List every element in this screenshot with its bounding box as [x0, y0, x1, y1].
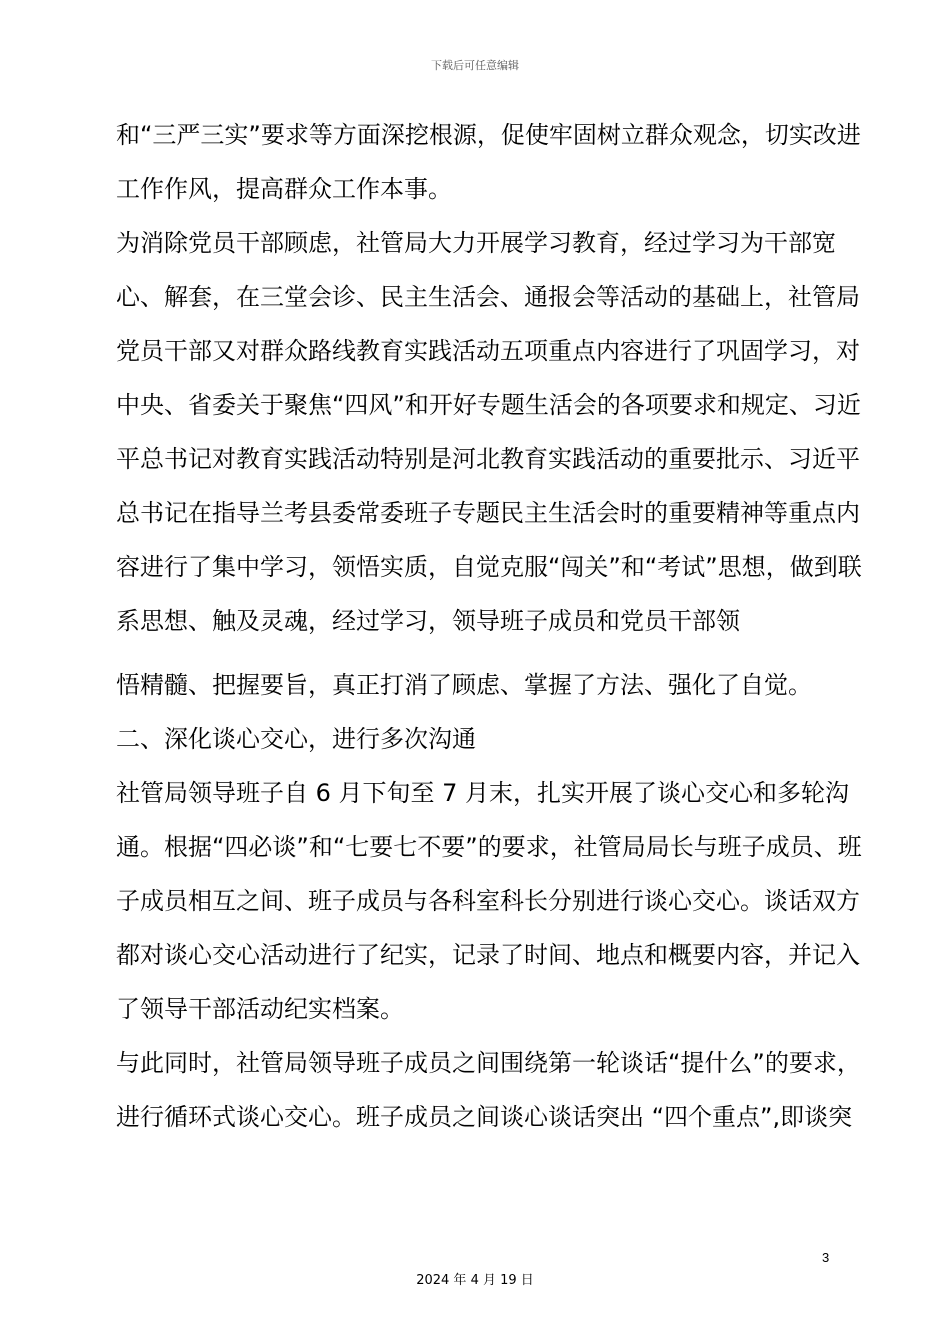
page-number: 3 [822, 1250, 830, 1265]
text-line: 中央、省委关于聚焦“四风”和开好专题生活会的各项要求和规定、习近 [116, 391, 861, 419]
text-line: 了领导干部活动纪实档案。 [116, 995, 404, 1023]
text-line: 悟精髓、把握要旨，真正打消了顾虑、掌握了方法、强化了自觉。 [116, 671, 812, 699]
text-line: 党员干部又对群众路线教育实践活动五项重点内容进行了巩固学习，对 [116, 337, 860, 365]
text-line: 和“三严三实”要求等方面深挖根源，促使牢固树立群众观念，切实改进 [116, 121, 861, 149]
text-line: 总书记在指导兰考县委常委班子专题民主生活会时的重要精神等重点内 [116, 499, 860, 527]
text-line: 工作作风，提高群众工作本事。 [116, 175, 452, 203]
footer-date: 2024 年 4 月 19 日 [416, 1273, 534, 1288]
text-line: 平总书记对教育实践活动特别是河北教育实践活动的重要批示、习近平 [116, 445, 860, 473]
document-body [116, 108, 862, 1144]
text-line: 都对谈心交心活动进行了纪实，记录了时间、地点和概要内容，并记入 [116, 941, 860, 969]
header-note: 下载后可任意编辑 [431, 59, 519, 72]
text-line: 社管局领导班子自 6 月下旬至 7 月末，扎实开展了谈心交心和多轮沟 [116, 779, 850, 807]
section-heading: 二、深化谈心交心，进行多次沟通 [116, 725, 476, 753]
text-line: 为消除党员干部顾虑，社管局大力开展学习教育，经过学习为干部宽 [116, 229, 836, 257]
text-line: 容进行了集中学习，领悟实质，自觉克服“闯关”和“考试”思想，做到联 [116, 553, 862, 581]
text-line: 心、解套，在三堂会诊、民主生活会、通报会等活动的基础上，社管局 [116, 283, 860, 311]
text-line: 进行循环式谈心交心。班子成员之间谈心谈话突出 “四个重点”,即谈突 [116, 1103, 853, 1131]
text-line: 子成员相互之间、班子成员与各科室科长分别进行谈心交心。谈话双方 [116, 887, 860, 915]
text-line: 通。根据“四必谈”和“七要七不要”的要求，社管局局长与班子成员、班 [116, 833, 862, 861]
text-line: 与此同时，社管局领导班子成员之间围绕第一轮谈话“提什么”的要求， [116, 1049, 861, 1077]
text-line: 系思想、触及灵魂，经过学习，领导班子成员和党员干部领 [116, 607, 740, 635]
